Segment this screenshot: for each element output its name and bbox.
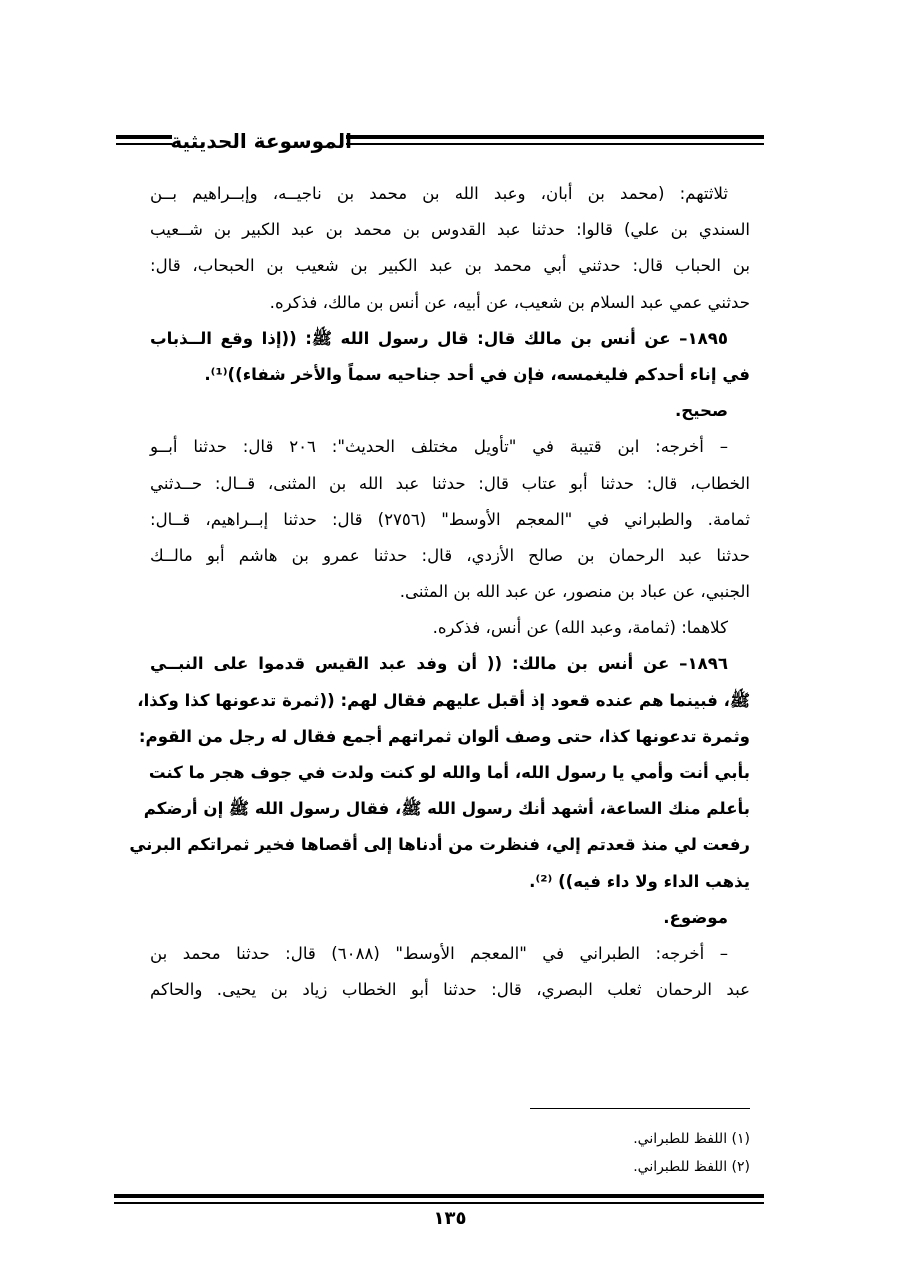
footnote-2: (٢) اللفظ للطبراني.	[633, 1159, 750, 1175]
footnotes	[150, 1125, 750, 1181]
header-title: الموسوعة الحديثية	[170, 129, 352, 153]
header-rule-right	[346, 135, 764, 145]
text-line: حدثنا عبد الرحمان بن صالح الأزدي، قال: حدثنا عمرو بن هاشم أبو مالــك	[150, 545, 750, 565]
page-number: ١٣٥	[433, 1208, 467, 1229]
text-line: في إناء أحدكم فليغمسه، فإن في أحد جناحيه سماً والأخر شفاء))⁽¹⁾.	[204, 364, 750, 384]
text-line: بن الحباب قال: حدثني أبي محمد بن عبد الكبير بن شعيب بن الحبحاب، قال:	[150, 256, 750, 276]
text-line: عبد الرحمان ثعلب البصري، قال: حدثنا أبو الخطاب زياد بن يحيى. والحاكم	[150, 980, 750, 1000]
footer-rule	[114, 1194, 764, 1204]
text-line: موضوع.	[663, 907, 728, 927]
text-line: كلاهما: (ثمامة، وعبد الله) عن أنس، فذكره.	[432, 618, 728, 638]
text-line: الجنبي، عن عباد بن منصور، عن عبد الله بن المثنى.	[399, 582, 750, 602]
text-line: الخطاب، قال: حدثنا أبو عتاب قال: حدثنا عبد الله بن المثنى، قــال: حــدثني	[150, 473, 750, 493]
text-line: بأعلم منك الساعة، أشهد أنك رسول الله ﷺ، فقال رسول الله ﷺ إن أرضكم	[143, 799, 750, 819]
text-line: ١٨٩٥– عن أنس بن مالك قال: قال رسول الله ﷺ: ((إذا وقع الــذباب	[150, 328, 728, 348]
text-line: السندي بن علي) قالوا: حدثنا عبد القدوس بن محمد بن عبد الكبير بن شــعيب	[150, 220, 750, 240]
text-line: – أخرجه: ابن قتيبة في "تأويل مختلف الحديث": ٢٠٦ قال: حدثنا أبــو	[150, 437, 728, 457]
text-line: حدثني عمي عبد السلام بن شعيب، عن أبيه، عن أنس بن مالك، فذكره.	[269, 292, 750, 312]
text-line: ﷺ، فبينما هم عنده قعود إذ أقبل عليهم فقال لهم: ((ثمرة تدعونها كذا وكذا،	[137, 690, 750, 710]
footnote-1: (١) اللفظ للطبراني.	[633, 1131, 750, 1147]
text-line: يذهب الداء ولا داء فيه)) ⁽²⁾.	[529, 871, 750, 891]
footnote-divider	[530, 1108, 750, 1109]
body-text	[129, 176, 751, 1008]
text-line: ثلاثتهم: (محمد بن أبان، وعبد الله بن محمد بن ناجيــه، وإبــراهيم بــن	[150, 184, 728, 203]
text-line: وثمرة تدعونها كذا، حتى وصف ألوان ثمراتهم أجمع فقال له رجل من القوم:	[138, 726, 750, 746]
page-header	[116, 126, 764, 160]
text-line: ثمامة. والطبراني في "المعجم الأوسط" (٢٧٥٦) قال: حدثنا إبــراهيم، قــال:	[150, 509, 751, 529]
text-line: – أخرجه: الطبراني في "المعجم الأوسط" (٦٠٨٨) قال: حدثنا محمد بن	[150, 943, 728, 963]
header-rule-left	[116, 135, 172, 145]
text-line: بأبي أنت وأمي يا رسول الله، أما والله لو كنت ولدت في جوف هجر ما كنت	[148, 763, 750, 782]
text-line: صحيح.	[674, 401, 728, 421]
text-line: ١٨٩٦– عن أنس بن مالك: (( أن وفد عبد القيس قدموا على النبــي	[150, 654, 728, 674]
text-line: رفعت لي منذ قعدتم إلي، فنظرت من أدناها إلى أقصاها فخير ثمراتكم البرني	[129, 835, 750, 855]
